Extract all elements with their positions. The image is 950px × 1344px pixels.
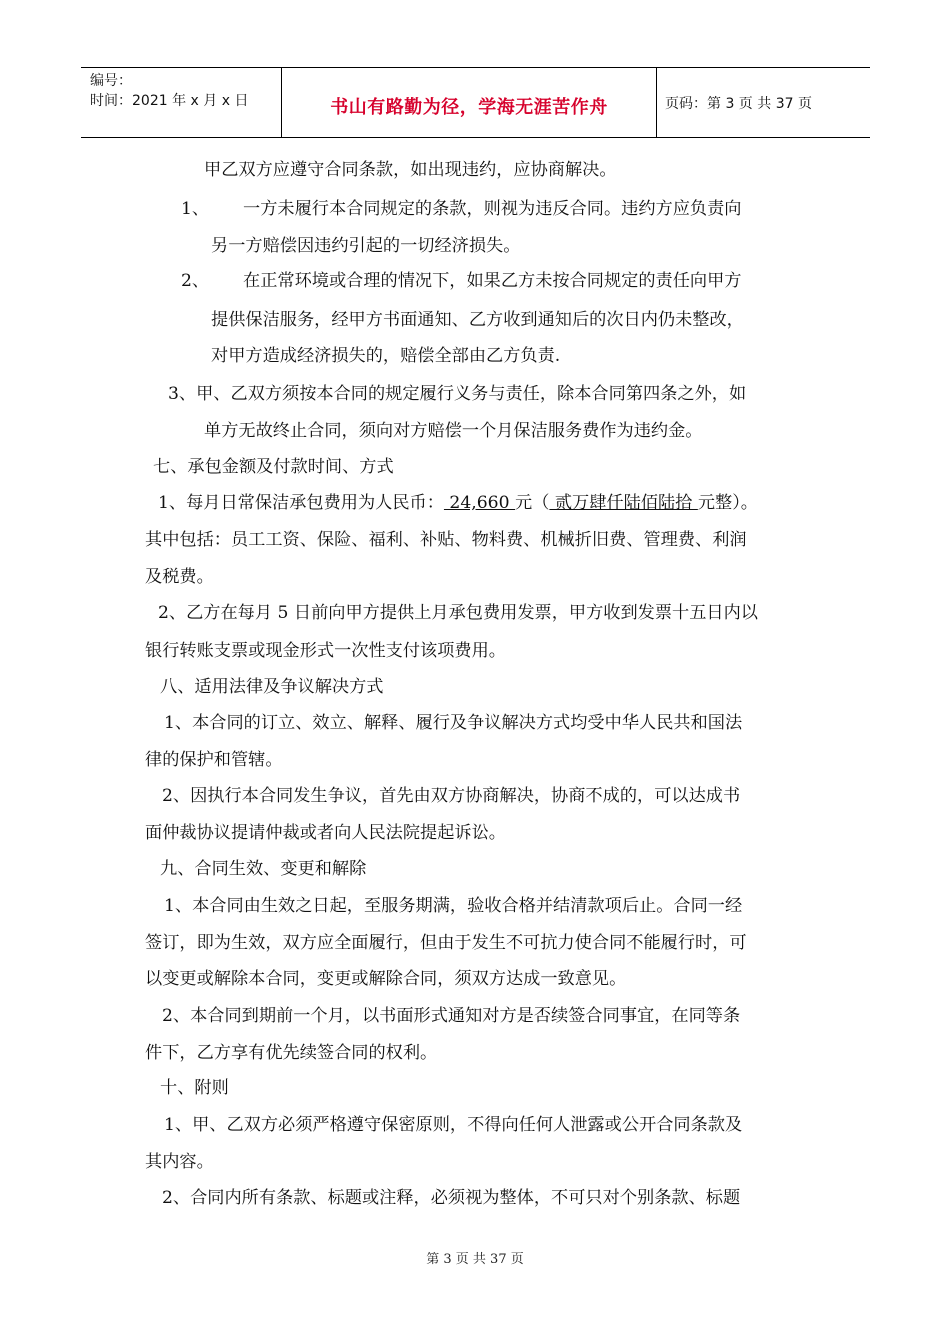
- header-motto: 书山有路勤为径，学海无涯苦作舟: [330, 96, 608, 118]
- fee-amount-words: 贰万肆仟陆佰陆拾: [549, 493, 698, 513]
- paragraph-line: 2、合同内所有条款、标题或注释，必须视为整体，不可只对个别条款、标题: [162, 1188, 741, 1208]
- paragraph-line: 另一方赔偿因违约引起的一切经济损失。: [211, 236, 521, 256]
- paragraph-line: 对甲方造成经济损失的，赔偿全部由乙方负责.: [211, 346, 561, 366]
- paragraph-line: 提供保洁服务，经甲方书面通知、乙方收到通知后的次日内仍未整改，: [211, 310, 744, 330]
- section-heading: 十、附则: [160, 1078, 229, 1098]
- header-page-cell: [657, 68, 870, 137]
- fee-line-suffix: 元整）。: [697, 493, 758, 513]
- section-heading: 八、适用法律及争议解决方式: [160, 677, 384, 697]
- paragraph-line: 及税费。: [145, 567, 214, 587]
- paragraph-line: 2、乙方在每月 5 日前向甲方提供上月承包费用发票，甲方收到发票十五日内以: [158, 603, 758, 623]
- paragraph-line: 一方未履行本合同规定的条款，则视为违反合同。违约方应负责向: [243, 199, 742, 219]
- paragraph-line: 1、本合同的订立、效立、解释、履行及争议解决方式均受中华人民共和国法: [164, 713, 743, 733]
- paragraph-line: 以变更或解除本合同，变更或解除合同，须双方达成一致意见。: [145, 969, 627, 989]
- section-heading: 九、合同生效、变更和解除: [160, 859, 367, 879]
- paragraph-line: 其内容。: [145, 1152, 214, 1172]
- paragraph-line: 律的保护和管辖。: [145, 750, 283, 770]
- list-number: 1、: [181, 199, 210, 219]
- paragraph-line: 2、因执行本合同发生争议，首先由双方协商解决，协商不成的，可以达成书: [162, 786, 741, 806]
- paragraph-line: 面仲裁协议提请仲裁或者向人民法院提起诉讼。: [145, 823, 506, 843]
- document-number-label: 编号：: [90, 73, 132, 89]
- header-page-number: 页码：第 3 页 共 37 页: [665, 95, 812, 112]
- paragraph-line: 3、甲、乙双方须按本合同的规定履行义务与责任，除本合同第四条之外，如: [168, 384, 747, 404]
- page-footer: [0, 1248, 950, 1267]
- fee-line: [158, 492, 758, 514]
- document-time-label: 时间：2021 年 x 月 x 日: [90, 93, 249, 109]
- paragraph-line: 在正常环境或合理的情况下，如果乙方未按合同规定的责任向甲方: [243, 271, 742, 291]
- header-meta: [81, 68, 281, 137]
- page-header: [81, 67, 870, 138]
- paragraph-line: 件下，乙方享有优先续签合同的权利。: [145, 1043, 438, 1063]
- fee-line-prefix: 1、每月日常保洁承包费用为人民币：: [158, 493, 444, 513]
- paragraph-line: 银行转账支票或现金形式一次性支付该项费用。: [145, 641, 506, 661]
- paragraph-line: 签订，即为生效，双方应全面履行，但由于发生不可抗力使合同不能履行时，可: [145, 933, 747, 953]
- section-heading: 七、承包金额及付款时间、方式: [153, 457, 394, 477]
- fee-amount: 24,660: [443, 493, 516, 513]
- list-number: 2、: [181, 271, 210, 291]
- fee-line-middle: 元（: [515, 493, 550, 513]
- paragraph-line: 1、本合同由生效之日起，至服务期满，验收合格并结清款项后止。合同一经: [164, 896, 743, 916]
- paragraph-line: 其中包括：员工工资、保险、福利、补贴、物料费、机械折旧费、管理费、利润: [145, 530, 747, 550]
- paragraph-line: 1、甲、乙双方必须严格遵守保密原则，不得向任何人泄露或公开合同条款及: [164, 1115, 743, 1135]
- paragraph-line: 2、本合同到期前一个月，以书面形式通知对方是否续签合同事宜，在同等条: [162, 1006, 741, 1026]
- header-motto-cell: [281, 68, 657, 137]
- paragraph-line: 单方无故终止合同，须向对方赔偿一个月保洁服务费作为违约金。: [204, 421, 703, 441]
- paragraph-line: 甲乙双方应遵守合同条款，如出现违约，应协商解决。: [204, 160, 617, 180]
- footer-page-number: 第 3 页 共 37 页: [426, 1252, 524, 1267]
